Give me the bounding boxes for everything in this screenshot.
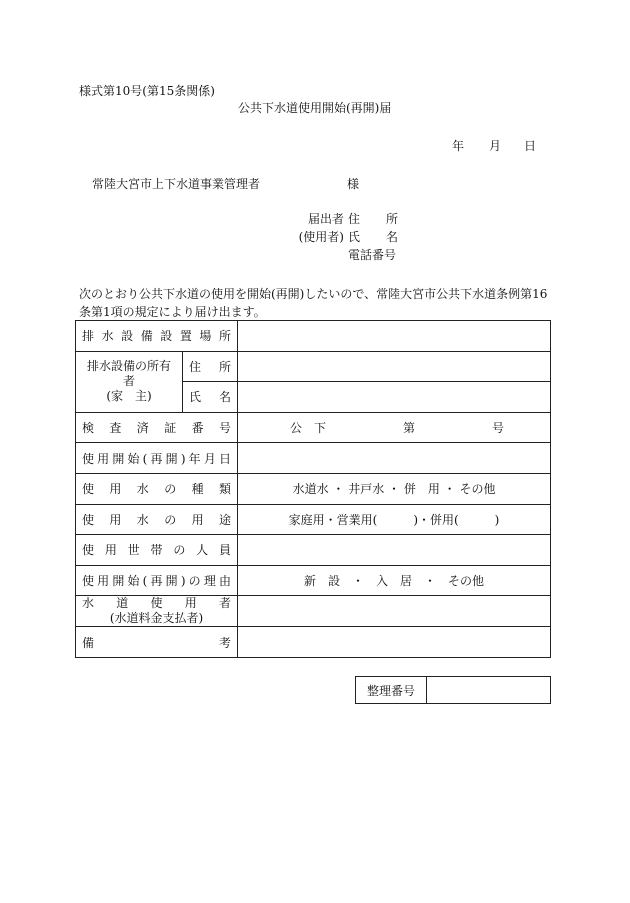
start-date-field[interactable] [238, 443, 551, 474]
reason-label: 使用開始(再開)の理由 [76, 565, 238, 596]
reference-number-field[interactable] [427, 677, 551, 704]
owner-address-field[interactable] [238, 351, 551, 382]
notifier-block [278, 210, 398, 264]
drain-location-label: 排水設備設置場所 [76, 321, 238, 352]
table-row [76, 351, 551, 382]
remarks-field[interactable] [238, 627, 551, 658]
table-row [76, 596, 551, 627]
table-row [76, 535, 551, 566]
water-user-field[interactable] [238, 596, 551, 627]
owner-address-label: 住 所 [183, 351, 238, 382]
water-use-label: 使用水の用途 [76, 504, 238, 535]
notifier-label: 届出者 [307, 212, 344, 226]
form-number: 様式第10号(第15条関係) [79, 84, 215, 98]
reason-options[interactable]: 新 設 ・ 入 居 ・ その他 [238, 565, 551, 596]
table-row [76, 443, 551, 474]
reference-number-label: 整理番号 [356, 677, 427, 704]
water-type-options[interactable]: 水道水 ・ 井戸水 ・ 併 用 ・ その他 [238, 473, 551, 504]
inspection-number-label: 検査済証番号 [76, 412, 238, 443]
water-use-options[interactable]: 家庭用・営業用( )・併用( ) [238, 504, 551, 535]
intro-text: 次のとおり公共下水道の使用を開始(再開)したいので、常陸大宮市公共下水道条例第16条第1項の規定により届け出ます。 [79, 287, 548, 319]
page-title: 公共下水道使用開始(再開)届 [238, 101, 392, 115]
reference-number-box [355, 676, 551, 704]
notifier-name-label: 氏 名 [348, 230, 398, 244]
table-row [76, 627, 551, 658]
user-label: (使用者) [298, 230, 344, 244]
table-row [76, 321, 551, 352]
household-label: 使用世帯の人員 [76, 535, 238, 566]
water-type-label: 使用水の種類 [76, 473, 238, 504]
application-table [75, 320, 551, 658]
remarks-label: 備 考 [76, 627, 238, 658]
date-month-label: 月 [489, 139, 502, 153]
drain-location-field[interactable] [238, 321, 551, 352]
water-user-label: 水道使用者 (水道料金支払者) [76, 596, 238, 627]
date-year-label: 年 [452, 139, 465, 153]
notifier-address-label: 住 所 [348, 212, 398, 226]
table-row [76, 412, 551, 443]
addressee: 常陸大宮市上下水道事業管理者 [92, 177, 261, 191]
owner-name-label: 氏 名 [183, 382, 238, 413]
owner-label: 排水設備の所有者 (家 主) [76, 351, 183, 412]
notifier-phone-label: 電話番号 [348, 248, 397, 262]
household-field[interactable] [238, 535, 551, 566]
table-row [76, 565, 551, 596]
inspection-number-field[interactable]: 公 下 第 号 [238, 412, 551, 443]
date-day-label: 日 [524, 139, 537, 153]
table-row [76, 473, 551, 504]
owner-name-field[interactable] [238, 382, 551, 413]
honorific: 様 [347, 177, 360, 191]
start-date-label: 使用開始(再開)年月日 [76, 443, 238, 474]
table-row [76, 504, 551, 535]
